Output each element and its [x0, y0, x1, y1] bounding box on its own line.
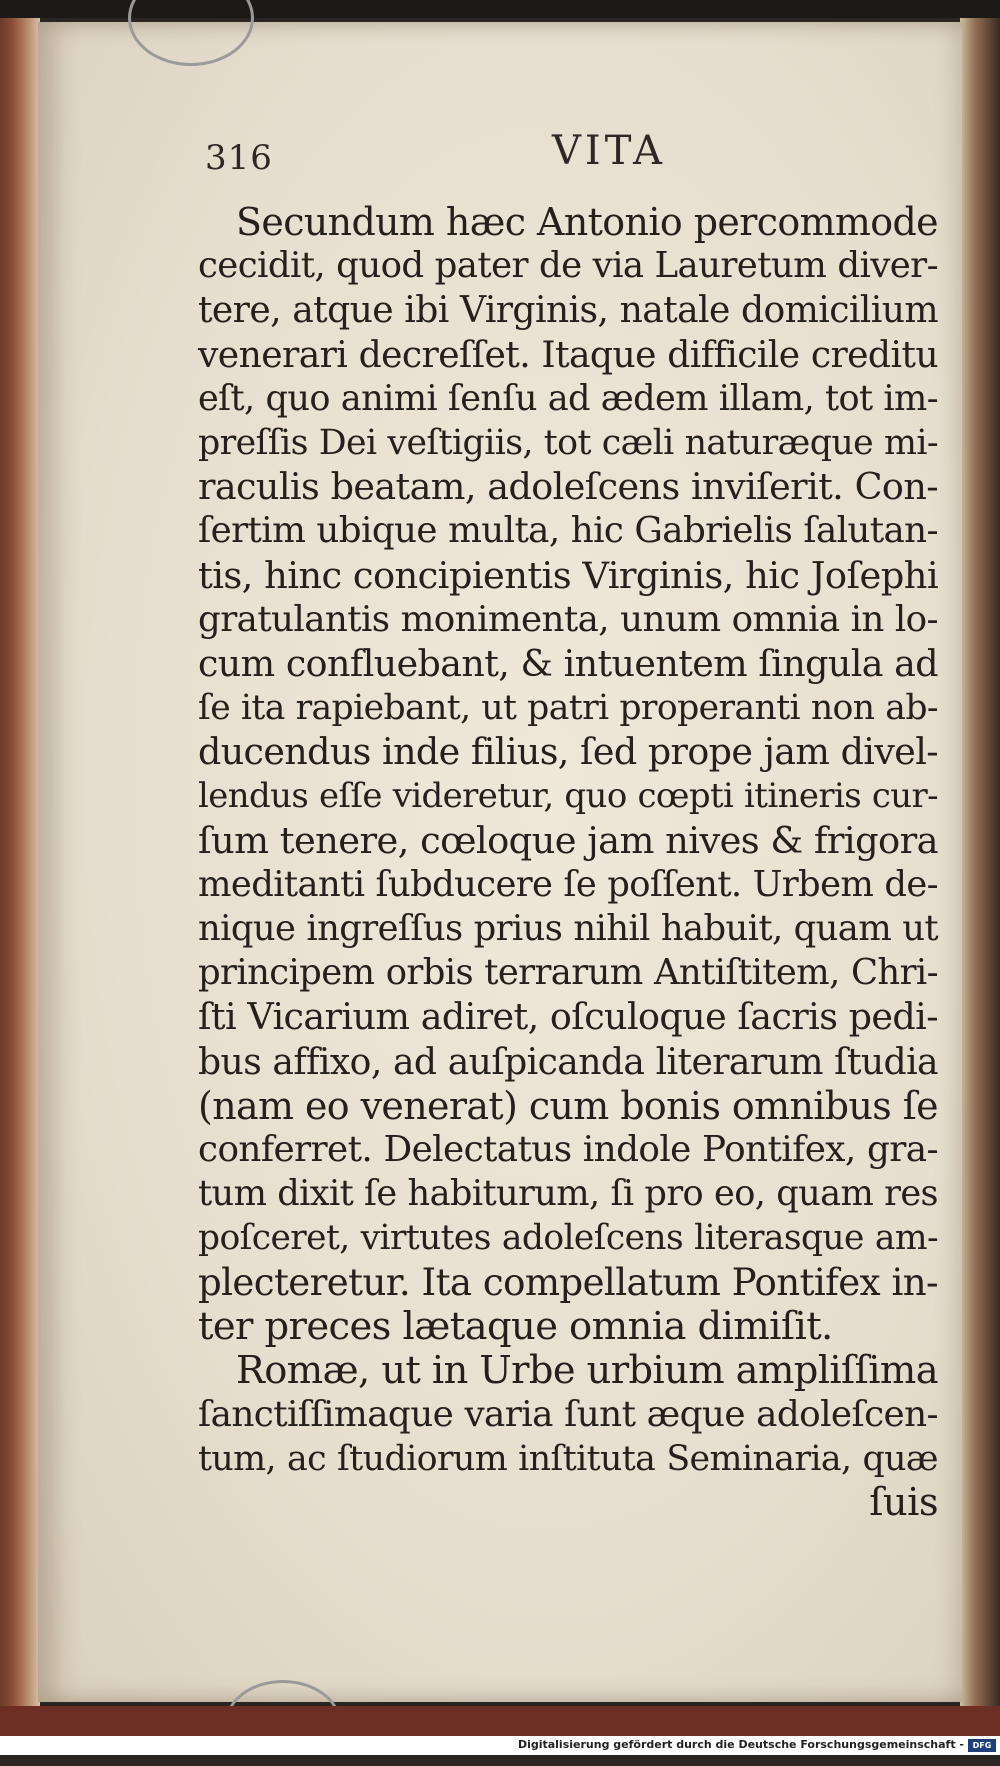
text-line: ſertim ubique multa, hic Gabrielis ſalutan- — [198, 510, 938, 552]
text-line: principem orbis terrarum Antiſtitem, Chri- — [198, 952, 938, 994]
page-number: 316 — [205, 138, 273, 178]
dfg-logo: DFG — [968, 1739, 996, 1752]
catchword: ſuis — [869, 1480, 938, 1526]
text-line: raculis beatam, adoleſcens inviſerit. Con- — [198, 465, 938, 509]
text-line: tis, hinc concipientis Virginis, hic Joſephi — [198, 553, 938, 597]
footer-band — [0, 1706, 1000, 1755]
text-line: ducendus inde filius, ſed prope jam divel- — [198, 730, 938, 774]
text-line: lendus eſſe videretur, quo cœpti itineris cur- — [198, 776, 938, 817]
text-line: conferret. Delectatus indole Pontifex, gra- — [198, 1128, 938, 1170]
body-text — [198, 200, 968, 1526]
text-line: Secundum hæc Antonio percommode — [236, 200, 938, 244]
running-head: VITA — [552, 128, 667, 174]
digitization-credit: Digitalisierung gefördert durch die Deutsche Forschungsgemeinschaft - — [517, 1738, 964, 1751]
book-left-edge — [0, 18, 40, 1708]
text-line: cum confluebant, & intuentem ſingula ad — [198, 641, 938, 685]
text-line: ſti Vicarium adiret, oſculoque ſacris pedi- — [198, 995, 938, 1039]
footer-strip — [0, 1736, 1000, 1755]
text-line: ſanctiſſimaque varia ſunt æque adoleſcen- — [198, 1394, 938, 1436]
text-line: tere, atque ibi Virginis, natale domicilium — [198, 288, 938, 332]
text-line: tum dixit ſe habiturum, ſi pro eo, quam res — [198, 1173, 938, 1215]
text-line: plecteretur. Ita compellatum Pontifex in- — [198, 1260, 938, 1304]
text-line: (nam eo venerat) cum bonis omnibus ſe — [198, 1083, 938, 1128]
text-line: cecidit, quod pater de via Lauretum diver- — [198, 245, 938, 287]
text-line: tum, ac ſtudiorum inſtituta Seminaria, quæ — [198, 1439, 938, 1480]
text-line: nique ingreſſus prius nihil habuit, quam ut — [198, 908, 938, 949]
text-line: Romæ, ut in Urbe urbium ampliſſima — [236, 1347, 938, 1393]
text-line: gratulantis monimenta, unum omnia in lo- — [198, 598, 938, 640]
text-line: meditanti ſubducere ſe poſſent. Urbem de- — [198, 863, 938, 905]
text-line: ſum tenere, cœloque jam nives & frigora — [198, 818, 938, 862]
text-line: venerari decreſſet. Itaque difficile creditu — [198, 332, 938, 376]
text-line: ſe ita rapiebant, ut patri properanti non ab- — [198, 688, 938, 729]
text-line: preſſis Dei veſtigiis, tot cæli naturæque mi- — [198, 422, 938, 463]
text-line: poſceret, virtutes adoleſcens literasque am- — [198, 1218, 938, 1259]
text-line: bus affixo, ad auſpicanda literarum ſtudia — [198, 1039, 938, 1083]
text-line: ter preces lætaque omnia dimiſit. — [198, 1303, 833, 1349]
text-line: eſt, quo animi ſenſu ad ædem illam, tot im- — [198, 377, 938, 419]
